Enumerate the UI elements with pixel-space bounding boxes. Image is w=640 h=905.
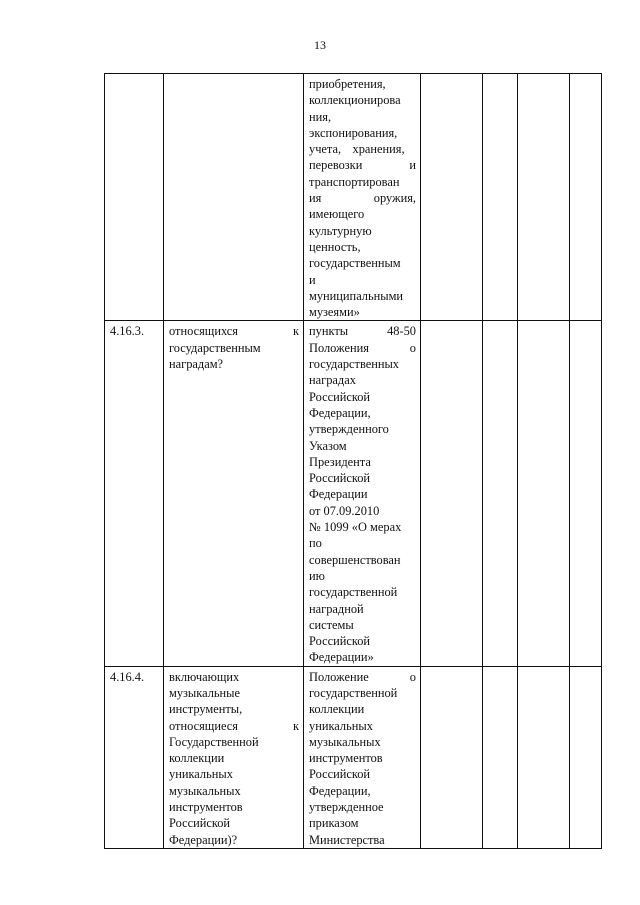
reference-line: Указом — [309, 438, 347, 453]
reference-line: наградной — [309, 601, 364, 616]
reference-word: Положение — [309, 669, 369, 684]
reference-line: Российской — [309, 471, 371, 486]
reference-line — [309, 323, 416, 339]
reference-line: Федерации» — [309, 650, 374, 665]
question-word: к — [292, 718, 299, 733]
question-line — [169, 323, 299, 339]
reference-line: музыкальных — [309, 734, 381, 749]
reference-line — [309, 157, 416, 173]
question-cell — [164, 666, 304, 848]
table-row — [105, 666, 602, 848]
reference-line: по — [309, 536, 322, 551]
reference-line: и — [309, 272, 316, 287]
reference-line: утвержденное — [309, 800, 384, 815]
reference-word: оружия, — [373, 191, 416, 206]
answer-cell — [518, 321, 570, 666]
question-line: музыкальные — [169, 685, 240, 700]
question-word: относящиеся — [169, 718, 238, 733]
answer-cell — [483, 74, 518, 321]
reference-line: Российской — [309, 767, 371, 782]
reference-line: ию — [309, 568, 325, 583]
reference-word: Положения — [309, 340, 369, 355]
reference-word: учета, — [309, 142, 342, 157]
reference-word: ия — [309, 191, 322, 206]
reference-line — [309, 340, 416, 356]
reference-line: системы — [309, 617, 354, 632]
question-line: включающих — [169, 669, 240, 684]
question-line: уникальных — [169, 767, 233, 782]
reference-line: коллекционирова — [309, 93, 401, 108]
answer-cell — [570, 666, 602, 848]
legal-reference-cell — [304, 666, 421, 848]
reference-line — [309, 190, 416, 206]
question-line: инструменты, — [169, 702, 243, 717]
reference-word: пункты — [309, 324, 349, 339]
question-line: Государственной — [169, 734, 259, 749]
question-word: к — [292, 324, 299, 339]
page-number: 13 — [314, 38, 326, 52]
reference-line: приказом — [309, 816, 359, 831]
reference-line: Федерации, — [309, 405, 371, 420]
answer-cell — [570, 74, 602, 321]
reference-line: Федерации, — [309, 783, 371, 798]
question-line: Российской — [169, 816, 231, 831]
reference-line: культурную — [309, 223, 372, 238]
answer-cell — [518, 74, 570, 321]
reference-line: уникальных — [309, 718, 373, 733]
answer-cell — [421, 321, 483, 666]
reference-line: Федерации — [309, 487, 368, 502]
question-line: наградам? — [169, 357, 224, 372]
question-line: музыкальных — [169, 783, 241, 798]
reference-word: и — [409, 158, 416, 173]
reference-line: совершенствован — [309, 552, 401, 567]
question-line: инструментов — [169, 800, 243, 815]
answer-cell — [421, 666, 483, 848]
reference-line: коллекции — [309, 702, 365, 717]
reference-line: муниципальными — [309, 288, 404, 303]
question-cell — [164, 321, 304, 666]
reference-line: Российской — [309, 634, 371, 649]
reference-line: приобретения, — [309, 77, 386, 91]
table-body — [105, 74, 602, 849]
reference-line: Российской — [309, 389, 371, 404]
answer-cell — [421, 74, 483, 321]
reference-line: транспортирован — [309, 174, 400, 189]
answer-cell — [483, 666, 518, 848]
item-number-cell — [105, 74, 164, 321]
reference-word: хранения, — [352, 142, 405, 157]
answer-cell — [518, 666, 570, 848]
reference-word: о — [409, 669, 416, 684]
reference-word: перевозки — [309, 158, 363, 173]
reference-line: от 07.09.2010 — [309, 503, 380, 518]
reference-line: государственной — [309, 685, 398, 700]
reference-line: утвержденного — [309, 422, 389, 437]
question-line — [169, 718, 299, 734]
table-row — [105, 74, 602, 321]
item-number-cell: 4.16.3. — [105, 321, 164, 666]
reference-line: Президента — [309, 454, 371, 469]
reference-line: № 1099 «О мерах — [309, 520, 402, 535]
answer-cell — [570, 321, 602, 666]
reference-word: 48-50 — [387, 324, 416, 339]
reference-line: государственной — [309, 585, 398, 600]
reference-line: наградах — [309, 373, 356, 388]
reference-line: ния, — [309, 109, 332, 124]
reference-line — [309, 141, 416, 157]
question-cell — [164, 74, 304, 321]
reference-line: имеющего — [309, 207, 365, 222]
reference-line: Министерства — [309, 832, 385, 847]
reference-line: государственных — [309, 357, 400, 372]
answer-cell — [483, 321, 518, 666]
reference-line — [309, 669, 416, 685]
item-number-cell: 4.16.4. — [105, 666, 164, 848]
question-line: Федерации)? — [169, 832, 238, 847]
question-line: государственным — [169, 340, 261, 355]
requirements-table — [104, 73, 602, 849]
reference-line: государственным — [309, 256, 401, 271]
table-row — [105, 321, 602, 666]
legal-reference-cell — [304, 321, 421, 666]
reference-line: инструментов — [309, 751, 383, 766]
legal-reference-cell — [304, 74, 421, 321]
reference-word: о — [409, 340, 416, 355]
reference-line: экспонирования, — [309, 125, 398, 140]
reference-line: музеями» — [309, 305, 360, 320]
question-word: относящихся — [169, 324, 238, 339]
question-line: коллекции — [169, 751, 225, 766]
reference-line: ценность, — [309, 239, 361, 254]
